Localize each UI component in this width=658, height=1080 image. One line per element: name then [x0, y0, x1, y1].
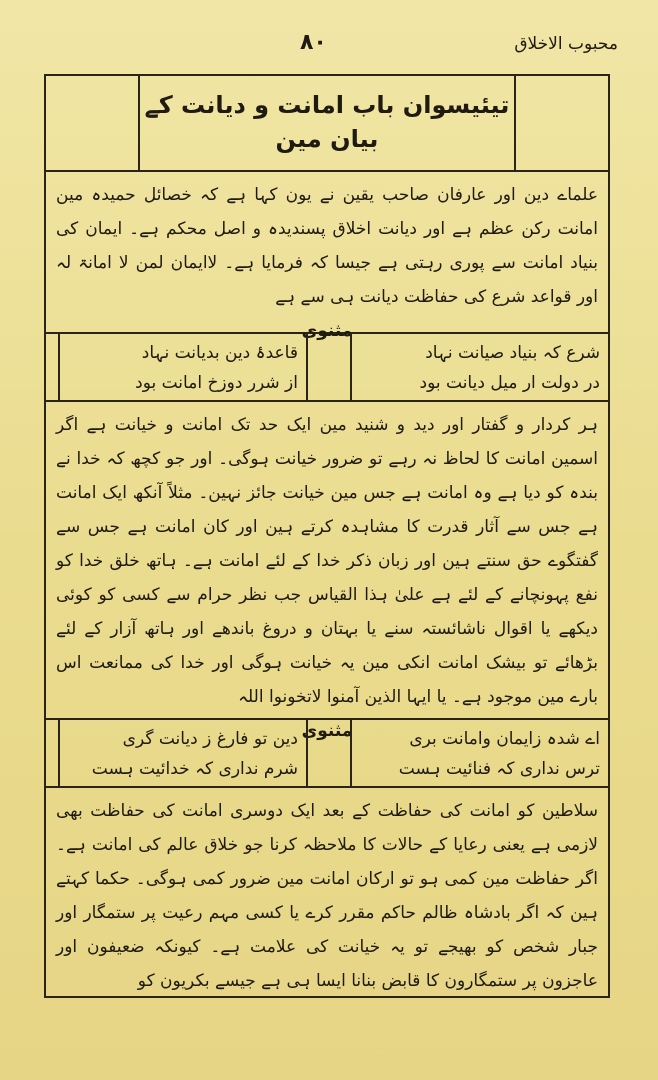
verse-1-left-line-2: از شرر دوزخ امانت بود — [135, 373, 298, 393]
verse-1-right-line-2: در دولت ار میل دیانت بود — [419, 373, 600, 393]
verse-2-right-line-1: اے شدہ زایمان وامانت بری — [409, 729, 600, 749]
verse-row-2 — [46, 720, 608, 788]
chapter-title: تیئیسوان باب امانت و دیانت کے بیان مین — [138, 76, 516, 170]
running-title: محبوب الاخلاق — [514, 34, 618, 54]
page-number: ۸۰ — [300, 30, 327, 55]
verse-1-right — [350, 334, 608, 400]
verse-row-1 — [46, 334, 608, 402]
title-row — [46, 76, 608, 172]
paragraph-3-text: سلاطین کو امانت کی حفاظت کے بعد ایک دوسری امانت کی حفاظت بھی لازمی ہے یعنی رعایا کے حالات کا ملاحظہ کرنا جو خلاق عالم کی امانت ہے۔ اگر حفاظت مین کمی ہو تو ارکان امانت مین ضرور کمی ہوگی۔ حکما کہتے ہین کہ اگر بادشاہ ظالم حاکم مقرر کرے یا کسی مہم رعیت پر ستمگار اور جبار شخص کو بھیجے تو یہ خیانت کی علامت ہے۔ کیونکہ ضعیفون اور عاجزون پر ستمگارون کا قابض بنانا ایسا ہی ہے جیسے بکریون کو — [56, 801, 598, 991]
verse-2-left-line-2: شرم نداری کہ خدائیت ہست — [91, 759, 298, 779]
content-frame — [44, 74, 610, 998]
verse-2-right — [350, 720, 608, 786]
verse-1-right-line-1: شرع کہ بنیاد صیانت نہاد — [425, 343, 600, 363]
verse-2-right-line-2: ترس نداری کہ فنائیت ہست — [398, 759, 600, 779]
verse-1-left — [58, 334, 308, 400]
paragraph-3 — [46, 788, 608, 996]
verse-2-left — [58, 720, 308, 786]
verse-1-left-line-1: قاعدۂ دین بدیانت نہاد — [141, 343, 298, 363]
paragraph-1-text: علماے دین اور عارفان صاحب یقین نے یون کہا ہے کہ خصائل حمیدہ مین امانت رکن عظم ہے اور دیانت اخلاق پسندیدہ و اصل محکم ہے۔ ایمان کی بنیاد امانت سے پوری رہتی ہے جیسا کہ فرمایا ہے۔ لاایمان لمن لا امانۃ لہ اور قواعد شرع کی حفاظت دیانت ہی سے ہے — [56, 185, 598, 307]
paragraph-2-heading: مثنوی — [301, 721, 353, 741]
paragraph-1-heading: مثنوی — [301, 321, 353, 341]
paragraph-2-text: ہر کردار و گفتار اور دید و شنید مین ایک حد تک امانت و خیانت ہے اگر اسمین امانت کا لحاظ نہ رہے تو ضرور خیانت ہوگی۔ اور جو کچھ کہ خدا نے بندہ کو دیا ہے وہ امانت ہے جس مین خیانت جائز نہین۔ مثلاً آنکھ ایک امانت ہے جس سے آثار قدرت کا مشاہدہ کرتے ہین اور کان امانت ہے جس سے گفتگوے حق سنتے ہین اور زبان ذکر خدا کے لئے امانت ہے۔ ہاتھ خلق خدا کو نفع پہونچانے کے لئے ہے علیٰ ہذا القیاس جب نظر حرام سے کسی کو کوئی دیکھے یا اقوال ناشائستہ سنے یا بہتان و دروغ باندھے اور ہاتھ آزار کے لئے بڑھائے تو بیشک امانت انکی مین یہ خیانت ہوگی اور خدا کی ممانعت اس بارے مین موجود ہے۔ یا ایہا الذین آمنوا لاتخونوا اللہ — [56, 415, 598, 707]
paragraph-1 — [46, 172, 608, 341]
verse-2-left-line-1: دین تو فارغ ز دیانت گری — [122, 729, 298, 749]
